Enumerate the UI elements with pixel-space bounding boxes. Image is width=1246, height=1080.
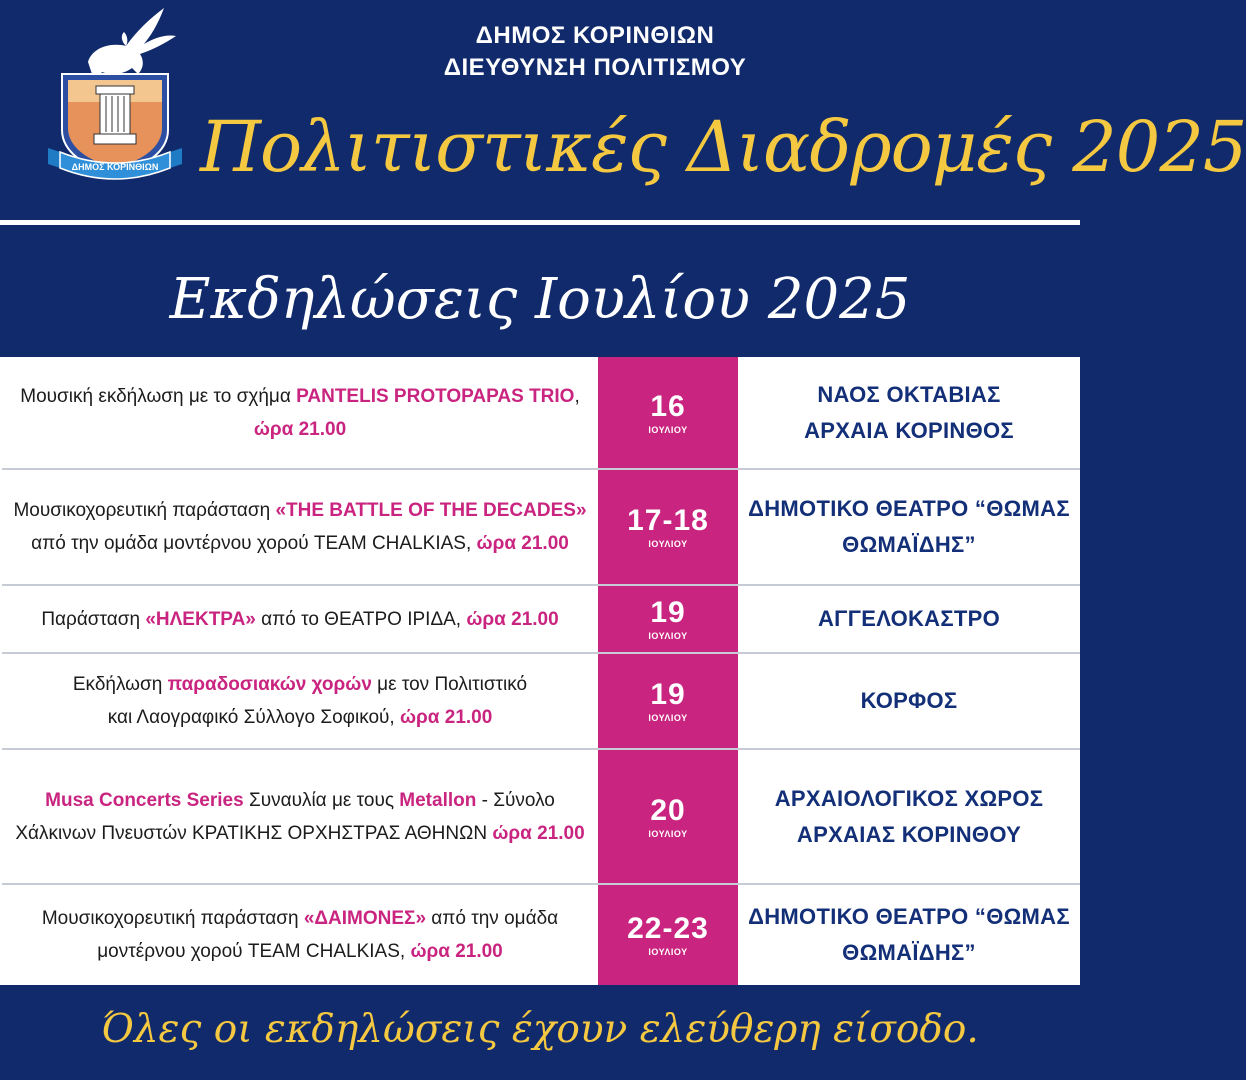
venue-line: ΑΓΓΕΛΟΚΑΣΤΡΟ	[817, 606, 1000, 631]
highlight-text: «THE BATTLE OF THE DECADES»	[275, 500, 587, 521]
description-text: μοντέρνου χορού TEAM CHALKIAS,	[97, 941, 411, 962]
event-row	[2, 470, 1080, 586]
description-line	[15, 817, 584, 850]
event-description	[2, 654, 598, 748]
description-line	[13, 494, 586, 527]
description-text: Μουσική εκδήλωση με το σχήμα	[20, 385, 297, 407]
description-text: Μουσικοχορευτική παράσταση	[41, 908, 304, 929]
description-text: με τον Πολιτιστικό	[371, 674, 528, 695]
description-text: από την ομάδα	[426, 908, 559, 929]
date-day: 16	[650, 389, 686, 423]
description-line	[45, 784, 555, 817]
event-venue	[738, 750, 1080, 883]
event-row	[2, 885, 1080, 985]
date-month: ΙΟΥΛΙΟΥ	[648, 828, 688, 839]
description-text: από το ΘΕΑΤΡΟ ΙΡΙΔΑ,	[255, 608, 467, 630]
description-text: Χάλκινων Πνευστών ΚΡΑΤΙΚΗΣ ΟΡΧΗΣΤΡΑΣ ΑΘΗΝΩΝ	[15, 822, 493, 844]
header	[0, 0, 1246, 220]
event-description	[2, 357, 598, 468]
highlight-text: Musa Concerts Series	[45, 789, 244, 811]
highlight-text: «ΔΑΙΜΟΝΕΣ»	[303, 908, 427, 929]
events-table	[0, 357, 1080, 985]
description-text: Μουσικοχορευτική παράσταση	[13, 500, 276, 521]
description-line	[20, 380, 579, 413]
venue-line: ΑΡΧΑΙΑ ΚΟΡΙΝΘΟΣ	[804, 417, 1014, 443]
highlight-text: ώρα 21.00	[253, 418, 347, 440]
venue-line: ΘΩΜΑΪΔΗΣ”	[842, 532, 976, 557]
highlight-text: ώρα 21.00	[476, 533, 569, 554]
date-day: 19	[650, 678, 686, 711]
description-line	[41, 603, 558, 636]
description-text: Εκδήλωση	[72, 674, 168, 695]
event-venue	[738, 885, 1080, 985]
date-month: ΙΟΥΛΙΟΥ	[648, 947, 688, 957]
highlight-text: ώρα 21.00	[492, 822, 585, 844]
venue-line: ΘΩΜΑΪΔΗΣ”	[842, 940, 976, 965]
highlight-text: ώρα 21.00	[466, 608, 559, 630]
department-name: ΔΙΕΥΘΥΝΣΗ ΠΟΛΙΤΙΣΜΟΥ	[443, 54, 747, 81]
date-month: ΙΟΥΛΙΟΥ	[648, 424, 688, 435]
venue-line: ΔΗΜΟΤΙΚΟ ΘΕΑΤΡΟ “ΘΩΜΑΣ	[748, 904, 1070, 929]
event-date	[598, 357, 738, 468]
venue-line: ΑΡΧΑΙΑΣ ΚΟΡΙΝΘΟΥ	[796, 821, 1022, 847]
event-row	[2, 586, 1080, 654]
description-text: Συναυλία με τους	[243, 789, 400, 811]
pegasus-icon	[88, 8, 176, 80]
header-divider	[0, 220, 1080, 225]
highlight-text: PANTELIS PROTOPAPAS TRIO	[296, 385, 575, 407]
highlight-text: ώρα 21.00	[410, 941, 503, 962]
event-row	[2, 750, 1080, 885]
venue-line: ΑΡΧΑΙΟΛΟΓΙΚΟΣ ΧΩΡΟΣ	[774, 785, 1044, 811]
highlight-text: παραδοσιακών χορών	[167, 674, 372, 695]
municipality-name: ΔΗΜΟΣ ΚΟΡΙΝΘΙΩΝ	[475, 22, 715, 49]
event-description	[2, 885, 598, 985]
free-entry-note: Όλες οι εκδηλώσεις έχουν ελεύθερη είσοδο.	[101, 1007, 979, 1052]
description-text: ,	[574, 385, 580, 407]
date-month: ΙΟΥΛΙΟΥ	[648, 539, 688, 549]
description-line	[254, 413, 346, 446]
date-day: 20	[650, 793, 686, 827]
highlight-text: «ΗΛΕΚΤΡΑ»	[145, 608, 256, 630]
description-line	[108, 701, 493, 734]
municipality-logo	[40, 2, 190, 192]
event-date	[598, 750, 738, 883]
event-date	[598, 586, 738, 652]
date-day: 19	[650, 596, 686, 629]
venue-line: ΝΑΟΣ ΟΚΤΑΒΙΑΣ	[817, 381, 1001, 407]
highlight-text: Metallon	[399, 789, 477, 811]
date-day: 17-18	[627, 504, 709, 537]
logo-banner-text: ΔΗΜΟΣ ΚΟΡΙΝΘΙΩΝ	[71, 162, 159, 172]
description-line	[31, 527, 569, 560]
description-text: από την ομάδα μοντέρνου χορού TEAM CHALKIAS,	[31, 533, 477, 554]
description-line	[73, 668, 527, 701]
description-line	[42, 902, 558, 935]
event-venue	[738, 586, 1080, 652]
description-text: και Λαογραφικό Σύλλογο Σοφικού,	[107, 707, 400, 728]
event-description	[2, 586, 598, 652]
description-line	[97, 935, 503, 968]
description-text: - Σύνολο	[476, 789, 555, 811]
venue-line: ΔΗΜΟΤΙΚΟ ΘΕΑΤΡΟ “ΘΩΜΑΣ	[748, 496, 1070, 521]
event-date	[598, 470, 738, 584]
event-venue	[738, 357, 1080, 468]
date-day: 22-23	[627, 912, 709, 945]
event-row	[2, 357, 1080, 470]
date-month: ΙΟΥΛΙΟΥ	[648, 713, 688, 723]
event-row	[2, 654, 1080, 750]
event-venue	[738, 470, 1080, 584]
month-title: Εκδηλώσεις Ιουλίου 2025	[169, 267, 911, 332]
event-venue	[738, 654, 1080, 748]
description-text: Παράσταση	[41, 608, 146, 630]
event-description	[2, 470, 598, 584]
event-description	[2, 750, 598, 883]
event-date	[598, 654, 738, 748]
main-title: Πολιτιστικές Διαδρομές 2025	[200, 106, 1246, 188]
highlight-text: ώρα 21.00	[399, 707, 493, 728]
date-month: ΙΟΥΛΙΟΥ	[648, 631, 688, 641]
venue-line: ΚΟΡΦΟΣ	[860, 688, 958, 713]
event-date	[598, 885, 738, 985]
